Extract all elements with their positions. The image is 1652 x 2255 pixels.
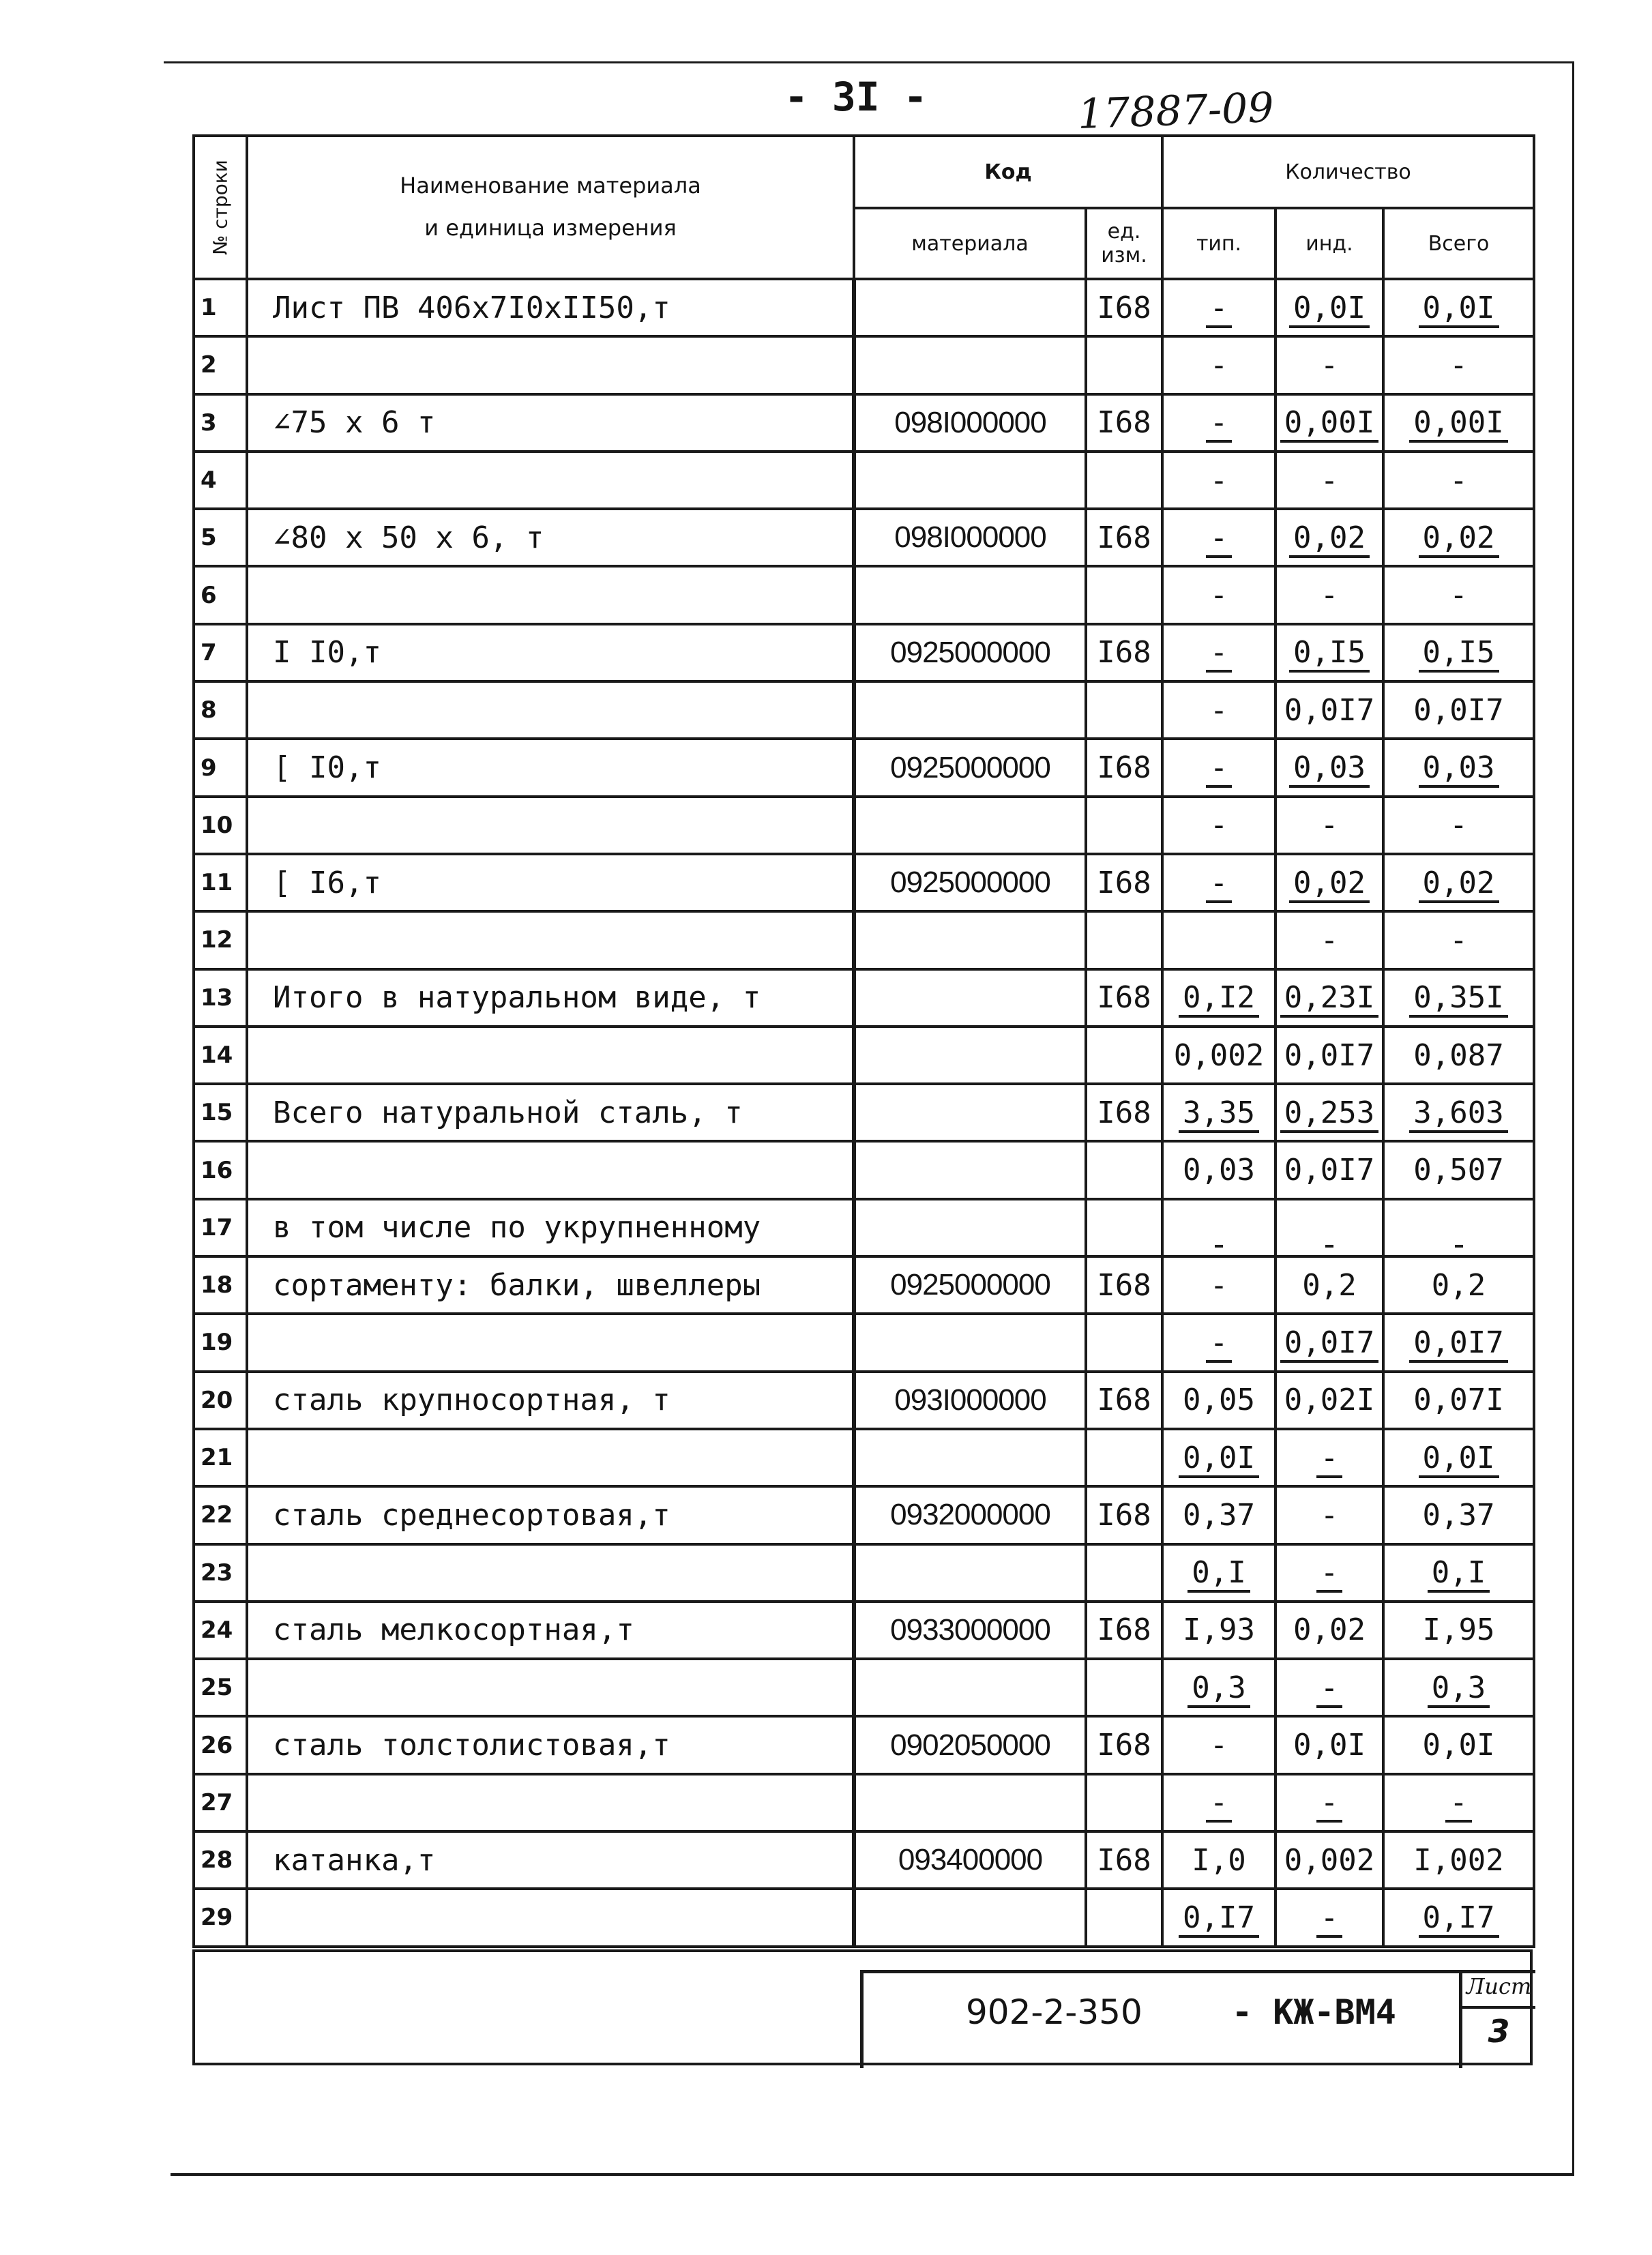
- material-code-cell: [854, 911, 1086, 969]
- qty-typ-cell: -: [1162, 1314, 1275, 1371]
- material-name-cell: Всего натуральной сталь, т: [247, 1084, 854, 1141]
- material-name-cell: ∠75 х 6 т: [247, 394, 854, 452]
- qty-total-cell: -: [1383, 566, 1534, 623]
- unit-code-cell: [1086, 336, 1162, 394]
- material-code-cell: 093400000: [854, 1831, 1086, 1889]
- unit-code-cell: [1086, 911, 1162, 969]
- title-block-inner: [860, 1970, 1535, 2068]
- table-row: [194, 624, 1534, 681]
- material-name-cell: сортаменту: балки, швеллеры: [247, 1256, 854, 1314]
- qty-typ-cell: -: [1162, 279, 1275, 336]
- material-name-cell: [ I0,т: [247, 739, 854, 796]
- qty-ind-cell: 0,02: [1275, 509, 1383, 566]
- qty-ind-cell: 0,23I: [1275, 969, 1383, 1027]
- qty-total-header: Всего: [1383, 208, 1534, 279]
- table-row: [194, 336, 1534, 394]
- table-row: [194, 1256, 1534, 1314]
- qty-typ-cell: -: [1162, 1774, 1275, 1831]
- qty-typ-cell: [1162, 911, 1275, 969]
- material-code-cell: [854, 336, 1086, 394]
- table-row: [194, 1199, 1534, 1256]
- material-name-cell: сталь толстолистовая,т: [247, 1716, 854, 1773]
- unit-code-cell: [1086, 681, 1162, 739]
- table-body: [194, 279, 1534, 1947]
- table-row: [194, 1429, 1534, 1486]
- qty-total-cell: 0,07I: [1383, 1372, 1534, 1429]
- title-block: [192, 1949, 1533, 2065]
- qty-typ-cell: 0,I: [1162, 1544, 1275, 1602]
- qty-total-cell: -: [1383, 452, 1534, 509]
- row-number-cell: 19: [194, 1314, 247, 1371]
- table-row: [194, 1831, 1534, 1889]
- row-number-cell: 21: [194, 1429, 247, 1486]
- qty-total-cell: 0,02: [1383, 509, 1534, 566]
- unit-code-cell: I68: [1086, 739, 1162, 796]
- table-row: [194, 1659, 1534, 1716]
- material-name-cell: [ I6,т: [247, 854, 854, 911]
- qty-total-cell: 0,I7: [1383, 1889, 1534, 1946]
- code-group-header: Код: [854, 136, 1162, 208]
- material-code-cell: [854, 566, 1086, 623]
- qty-total-cell: I,95: [1383, 1602, 1534, 1659]
- table-row: [194, 1314, 1534, 1371]
- qty-total-cell: 0,087: [1383, 1027, 1534, 1084]
- qty-ind-cell: -: [1275, 1429, 1383, 1486]
- frame-top-line: [164, 61, 1574, 63]
- unit-code-cell: [1086, 1659, 1162, 1716]
- table-row: [194, 739, 1534, 796]
- unit-code-cell: [1086, 566, 1162, 623]
- material-name-cell: [247, 1141, 854, 1198]
- qty-ind-cell: 0,002: [1275, 1831, 1383, 1889]
- qty-ind-cell: 0,02: [1275, 1602, 1383, 1659]
- table-row: [194, 509, 1534, 566]
- material-code-cell: [854, 1429, 1086, 1486]
- table-row: [194, 1544, 1534, 1602]
- table-row: [194, 394, 1534, 452]
- material-name-cell: [247, 1544, 854, 1602]
- qty-typ-cell: 0,37: [1162, 1486, 1275, 1544]
- qty-typ-cell: 0,05: [1162, 1372, 1275, 1429]
- row-number-cell: 28: [194, 1831, 247, 1889]
- material-name-cell: [247, 1774, 854, 1831]
- qty-ind-cell: 0,02I: [1275, 1372, 1383, 1429]
- qty-typ-cell: 0,3: [1162, 1659, 1275, 1716]
- qty-ind-cell: -: [1275, 1486, 1383, 1544]
- row-number-cell: 15: [194, 1084, 247, 1141]
- table-row: [194, 1141, 1534, 1198]
- material-code-cell: 0933000000: [854, 1602, 1086, 1659]
- sheet-box: [1459, 1973, 1535, 2068]
- qty-typ-cell: I,93: [1162, 1602, 1275, 1659]
- frame-right-line: [1572, 61, 1574, 2176]
- table-row: [194, 566, 1534, 623]
- row-number-cell: 1: [194, 279, 247, 336]
- qty-typ-cell: 0,002: [1162, 1027, 1275, 1084]
- row-number-cell: 8: [194, 681, 247, 739]
- qty-ind-cell: 0,03: [1275, 739, 1383, 796]
- document-code-suffix: - КЖ-ВМ4: [1232, 1992, 1396, 2032]
- qty-total-cell: 0,0I7: [1383, 681, 1534, 739]
- material-name-cell: [247, 1429, 854, 1486]
- material-name-cell: [247, 336, 854, 394]
- qty-total-cell: -: [1383, 911, 1534, 969]
- qty-ind-cell: -: [1275, 1889, 1383, 1946]
- row-number-cell: 2: [194, 336, 247, 394]
- qty-typ-cell: -: [1162, 1256, 1275, 1314]
- table-row: [194, 854, 1534, 911]
- row-number-cell: 20: [194, 1372, 247, 1429]
- table-row: [194, 452, 1534, 509]
- qty-typ-cell: -: [1162, 1716, 1275, 1773]
- unit-code-cell: I68: [1086, 1716, 1162, 1773]
- qty-total-cell: 0,03: [1383, 739, 1534, 796]
- table-row: [194, 681, 1534, 739]
- unit-code-cell: [1086, 1141, 1162, 1198]
- qty-total-cell: 0,507: [1383, 1141, 1534, 1198]
- material-code-cell: [854, 1314, 1086, 1371]
- qty-total-cell: 0,2: [1383, 1256, 1534, 1314]
- material-name-cell: [247, 1314, 854, 1371]
- unit-code-cell: I68: [1086, 509, 1162, 566]
- qty-total-cell: 0,0I: [1383, 1429, 1534, 1486]
- row-number-cell: 17: [194, 1199, 247, 1256]
- row-number-cell: 4: [194, 452, 247, 509]
- material-code-cell: 093I000000: [854, 1372, 1086, 1429]
- qty-total-cell: 0,0I7: [1383, 1314, 1534, 1371]
- qty-ind-cell: 0,0I: [1275, 1716, 1383, 1773]
- material-code-cell: 0925000000: [854, 1256, 1086, 1314]
- qty-ind-cell: 0,02: [1275, 854, 1383, 911]
- row-number-cell: 27: [194, 1774, 247, 1831]
- table-row: [194, 911, 1534, 969]
- unit-code-cell: [1086, 1774, 1162, 1831]
- unit-code-cell: I68: [1086, 624, 1162, 681]
- qty-typ-cell: 3,35: [1162, 1084, 1275, 1141]
- row-number-cell: 3: [194, 394, 247, 452]
- table-row: [194, 1372, 1534, 1429]
- qty-total-cell: 0,37: [1383, 1486, 1534, 1544]
- unit-code-cell: [1086, 1889, 1162, 1946]
- quantity-group-header: Количество: [1162, 136, 1534, 208]
- qty-total-cell: 3,603: [1383, 1084, 1534, 1141]
- qty-typ-cell: -: [1162, 797, 1275, 854]
- material-name-cell: [247, 681, 854, 739]
- row-number-cell: 14: [194, 1027, 247, 1084]
- table-row: [194, 1889, 1534, 1946]
- unit-code-cell: [1086, 452, 1162, 509]
- unit-code-cell: [1086, 1314, 1162, 1371]
- qty-typ-cell: -: [1162, 624, 1275, 681]
- table-row: [194, 1716, 1534, 1773]
- material-name-cell: сталь крупносортная, т: [247, 1372, 854, 1429]
- qty-typ-cell: I,0: [1162, 1831, 1275, 1889]
- qty-total-cell: 0,00I: [1383, 394, 1534, 452]
- qty-ind-cell: -: [1275, 452, 1383, 509]
- material-name-cell: катанка,т: [247, 1831, 854, 1889]
- material-name-cell: Итого в натуральном виде, т: [247, 969, 854, 1027]
- row-number-cell: 24: [194, 1602, 247, 1659]
- row-number-cell: 10: [194, 797, 247, 854]
- material-name-cell: Лист ПВ 406х7I0хII50,т: [247, 279, 854, 336]
- unit-code-cell: [1086, 1199, 1162, 1256]
- material-name-cell: [247, 1659, 854, 1716]
- material-code-cell: 0932000000: [854, 1486, 1086, 1544]
- row-number-cell: 7: [194, 624, 247, 681]
- material-name-cell: [247, 797, 854, 854]
- row-number-cell: 18: [194, 1256, 247, 1314]
- material-table: [192, 134, 1533, 1948]
- qty-typ-cell: -: [1162, 739, 1275, 796]
- sheet-value: 3: [1488, 2013, 1510, 2050]
- frame-bottom-line: [171, 2173, 1574, 2176]
- row-number-cell: 5: [194, 509, 247, 566]
- qty-ind-cell: 0,2: [1275, 1256, 1383, 1314]
- material-code-cell: [854, 1141, 1086, 1198]
- qty-total-cell: 0,35I: [1383, 969, 1534, 1027]
- unit-code-cell: I68: [1086, 1831, 1162, 1889]
- table-row: [194, 1486, 1534, 1544]
- table-row: [194, 1602, 1534, 1659]
- document-code: 902-2-350: [966, 1992, 1142, 2032]
- qty-ind-cell: -: [1275, 566, 1383, 623]
- unit-code-cell: I68: [1086, 1256, 1162, 1314]
- qty-ind-cell: -: [1275, 1774, 1383, 1831]
- material-name-cell: ∠80 х 50 х 6, т: [247, 509, 854, 566]
- material-code-cell: [854, 681, 1086, 739]
- material-name-cell: [247, 566, 854, 623]
- material-code-cell: [854, 1774, 1086, 1831]
- qty-ind-cell: 0,253: [1275, 1084, 1383, 1141]
- row-number-cell: 29: [194, 1889, 247, 1946]
- material-code-cell: [854, 797, 1086, 854]
- qty-ind-cell: 0,0I: [1275, 279, 1383, 336]
- qty-ind-cell: -: [1275, 1659, 1383, 1716]
- unit-code-cell: I68: [1086, 969, 1162, 1027]
- qty-ind-cell: 0,00I: [1275, 394, 1383, 452]
- table-row: [194, 1084, 1534, 1141]
- qty-total-cell: 0,I5: [1383, 624, 1534, 681]
- name-header: Наименование материала и единица измерения: [247, 136, 854, 279]
- qty-total-cell: 0,02: [1383, 854, 1534, 911]
- qty-typ-cell: 0,03: [1162, 1141, 1275, 1198]
- qty-typ-header: тип.: [1162, 208, 1275, 279]
- material-name-cell: сталь мелкосортная,т: [247, 1602, 854, 1659]
- sheet-label: Лист: [1462, 1973, 1535, 2009]
- qty-total-cell: I,002: [1383, 1831, 1534, 1889]
- table-row: [194, 1774, 1534, 1831]
- qty-total-cell: -: [1383, 1774, 1534, 1831]
- qty-typ-cell: -: [1162, 394, 1275, 452]
- qty-total-cell: -: [1383, 797, 1534, 854]
- row-number-header: № строки: [194, 136, 247, 279]
- qty-typ-cell: 0,I2: [1162, 969, 1275, 1027]
- qty-typ-cell: -: [1162, 681, 1275, 739]
- table-row: [194, 797, 1534, 854]
- qty-ind-cell: 0,0I7: [1275, 1027, 1383, 1084]
- qty-ind-cell: -: [1275, 797, 1383, 854]
- material-name-cell: I I0,т: [247, 624, 854, 681]
- qty-typ-cell: -: [1162, 566, 1275, 623]
- row-number-cell: 22: [194, 1486, 247, 1544]
- material-name-cell: сталь среднесортовая,т: [247, 1486, 854, 1544]
- material-name-cell: [247, 911, 854, 969]
- row-number-cell: 23: [194, 1544, 247, 1602]
- material-name-cell: в том числе по укрупненному: [247, 1199, 854, 1256]
- code-material-header: материала: [854, 208, 1086, 279]
- material-code-cell: [854, 1659, 1086, 1716]
- material-code-cell: 0925000000: [854, 739, 1086, 796]
- qty-ind-cell: 0,0I7: [1275, 1314, 1383, 1371]
- material-name-cell: [247, 1889, 854, 1946]
- qty-ind-cell: 0,0I7: [1275, 681, 1383, 739]
- unit-code-cell: I68: [1086, 1602, 1162, 1659]
- qty-total-cell: [1383, 1199, 1534, 1256]
- code-unit-header: ед. изм.: [1086, 208, 1162, 279]
- qty-total-cell: 0,0I: [1383, 1716, 1534, 1773]
- qty-ind-header: инд.: [1275, 208, 1383, 279]
- material-code-cell: 098I000000: [854, 394, 1086, 452]
- material-code-cell: [854, 1027, 1086, 1084]
- unit-code-cell: I68: [1086, 1372, 1162, 1429]
- material-code-cell: [854, 279, 1086, 336]
- material-code-cell: 0925000000: [854, 854, 1086, 911]
- qty-typ-cell: -: [1162, 509, 1275, 566]
- table-row: [194, 969, 1534, 1027]
- qty-total-cell: 0,0I: [1383, 279, 1534, 336]
- qty-ind-cell: -: [1275, 911, 1383, 969]
- qty-typ-cell: -: [1162, 336, 1275, 394]
- material-name-cell: [247, 452, 854, 509]
- row-number-cell: 9: [194, 739, 247, 796]
- row-number-cell: 26: [194, 1716, 247, 1773]
- material-code-cell: 0925000000: [854, 624, 1086, 681]
- row-number-cell: 11: [194, 854, 247, 911]
- row-number-cell: 13: [194, 969, 247, 1027]
- material-name-cell: [247, 1027, 854, 1084]
- qty-total-cell: 0,I: [1383, 1544, 1534, 1602]
- qty-ind-cell: 0,0I7: [1275, 1141, 1383, 1198]
- qty-typ-cell: 0,I7: [1162, 1889, 1275, 1946]
- qty-total-cell: 0,3: [1383, 1659, 1534, 1716]
- qty-ind-cell: 0,I5: [1275, 624, 1383, 681]
- unit-code-cell: I68: [1086, 279, 1162, 336]
- unit-code-cell: [1086, 1027, 1162, 1084]
- qty-ind-cell: [1275, 1199, 1383, 1256]
- material-code-cell: [854, 452, 1086, 509]
- unit-code-cell: I68: [1086, 394, 1162, 452]
- qty-ind-cell: -: [1275, 1544, 1383, 1602]
- material-code-cell: [854, 1889, 1086, 1946]
- material-code-cell: [854, 1084, 1086, 1141]
- table-row: [194, 1027, 1534, 1084]
- unit-code-cell: [1086, 1429, 1162, 1486]
- unit-code-cell: [1086, 797, 1162, 854]
- row-number-cell: 6: [194, 566, 247, 623]
- qty-typ-cell: -: [1162, 452, 1275, 509]
- unit-code-cell: I68: [1086, 1486, 1162, 1544]
- material-code-cell: 0902050000: [854, 1716, 1086, 1773]
- row-number-cell: 12: [194, 911, 247, 969]
- unit-code-cell: [1086, 1544, 1162, 1602]
- qty-typ-cell: [1162, 1199, 1275, 1256]
- page-number: - 3I -: [784, 74, 928, 120]
- row-number-cell: 25: [194, 1659, 247, 1716]
- material-code-cell: [854, 969, 1086, 1027]
- qty-typ-cell: -: [1162, 854, 1275, 911]
- material-code-cell: [854, 1544, 1086, 1602]
- material-code-cell: 098I000000: [854, 509, 1086, 566]
- qty-typ-cell: 0,0I: [1162, 1429, 1275, 1486]
- row-number-cell: 16: [194, 1141, 247, 1198]
- unit-code-cell: I68: [1086, 1084, 1162, 1141]
- unit-code-cell: I68: [1086, 854, 1162, 911]
- qty-ind-cell: -: [1275, 336, 1383, 394]
- table-row: [194, 279, 1534, 336]
- document-number: 17887-09: [1076, 84, 1275, 138]
- qty-total-cell: -: [1383, 336, 1534, 394]
- material-code-cell: [854, 1199, 1086, 1256]
